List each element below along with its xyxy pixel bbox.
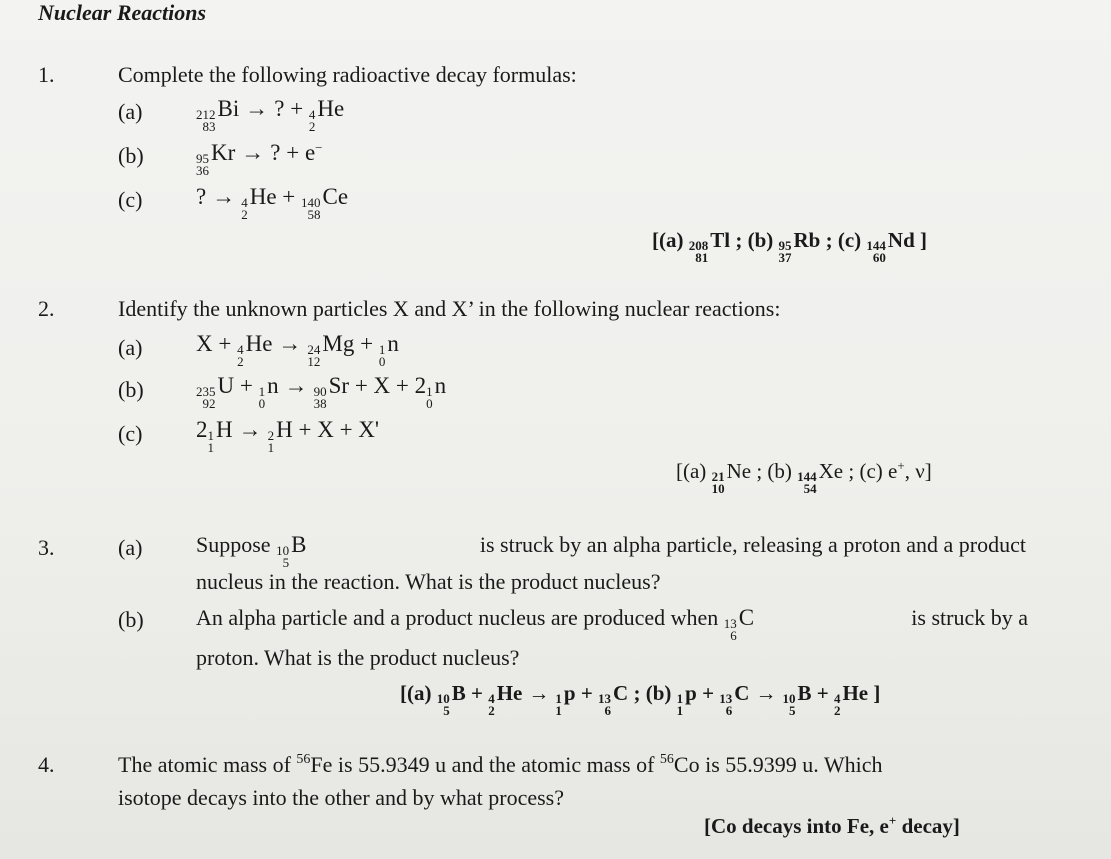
q1-prompt: Complete the following radioactive decay formulas: bbox=[118, 62, 577, 87]
q2-c-equation: 2 1 1 H → 2 1 H + X + X' bbox=[196, 417, 380, 455]
q3-number: 3. bbox=[38, 535, 55, 560]
q4-number: 4. bbox=[38, 752, 55, 777]
q4-answer: [Co decays into Fe, e+ decay] bbox=[704, 813, 960, 838]
q2-c-label: (c) bbox=[118, 421, 143, 446]
q2-b-label: (b) bbox=[118, 377, 144, 402]
q3-b-line1: An alpha particle and a product nucleus are produced when 13 6 C is struck by a bbox=[196, 605, 1028, 643]
q1-b-label: (b) bbox=[118, 143, 144, 168]
q3-answer: [(a) 10 5 B + 4 2 He → 1 1 p + 13 6 C ; (b) 1 1 p + 13 6 C → 10 5 B + 4 2 He ] bbox=[400, 681, 881, 718]
q2-b-equation: 235 92 U + 1 0 n → 90 38 Sr + X + 2 1 0 n bbox=[196, 373, 447, 411]
q1-a-label: (a) bbox=[118, 99, 143, 124]
q1-c-equation: ? → 4 2 He + 140 58 Ce bbox=[196, 184, 349, 222]
q3-b-line2: proton. What is the product nucleus? bbox=[196, 645, 520, 670]
q1-c-label: (c) bbox=[118, 187, 143, 212]
q2-a-equation: X + 4 2 He → 24 12 Mg + 1 0 n bbox=[196, 331, 399, 369]
q3-b-label: (b) bbox=[118, 607, 144, 632]
q1-b-equation: 95 36 Kr → ? + e− bbox=[196, 140, 323, 178]
q2-prompt: Identify the unknown particles X and X’ in the following nuclear reactions: bbox=[118, 296, 781, 321]
q4-line1: The atomic mass of $^{56}$Fe is 55.9349 u and the atomic mass of $^{56}$Co is 55.9399 u. Which bbox=[118, 752, 883, 777]
q3-a-label: (a) bbox=[118, 535, 143, 560]
q3-a-line2: nucleus in the reaction. What is the product nucleus? bbox=[196, 569, 661, 594]
q1-number: 1. bbox=[38, 62, 55, 87]
q2-number: 2. bbox=[38, 296, 55, 321]
page-title: Nuclear Reactions bbox=[38, 0, 207, 25]
q4-line2: isotope decays into the other and by what process? bbox=[118, 785, 564, 810]
q2-answer: [(a) 21 10 Ne ; (b) 144 54 Xe ; (c) e+, ν] bbox=[676, 458, 932, 496]
q1-a-equation: 212 83 Bi → ? + 4 2 He bbox=[196, 96, 345, 134]
q1-answer: [(a) 208 81 Tl ; (b) 95 37 Rb ; (c) 144 60 Nd ] bbox=[652, 228, 928, 265]
q2-a-label: (a) bbox=[118, 335, 143, 360]
q3-a-line1: Suppose 10 5 B is struck by an alpha particle, releasing a proton and a product bbox=[196, 532, 1026, 570]
